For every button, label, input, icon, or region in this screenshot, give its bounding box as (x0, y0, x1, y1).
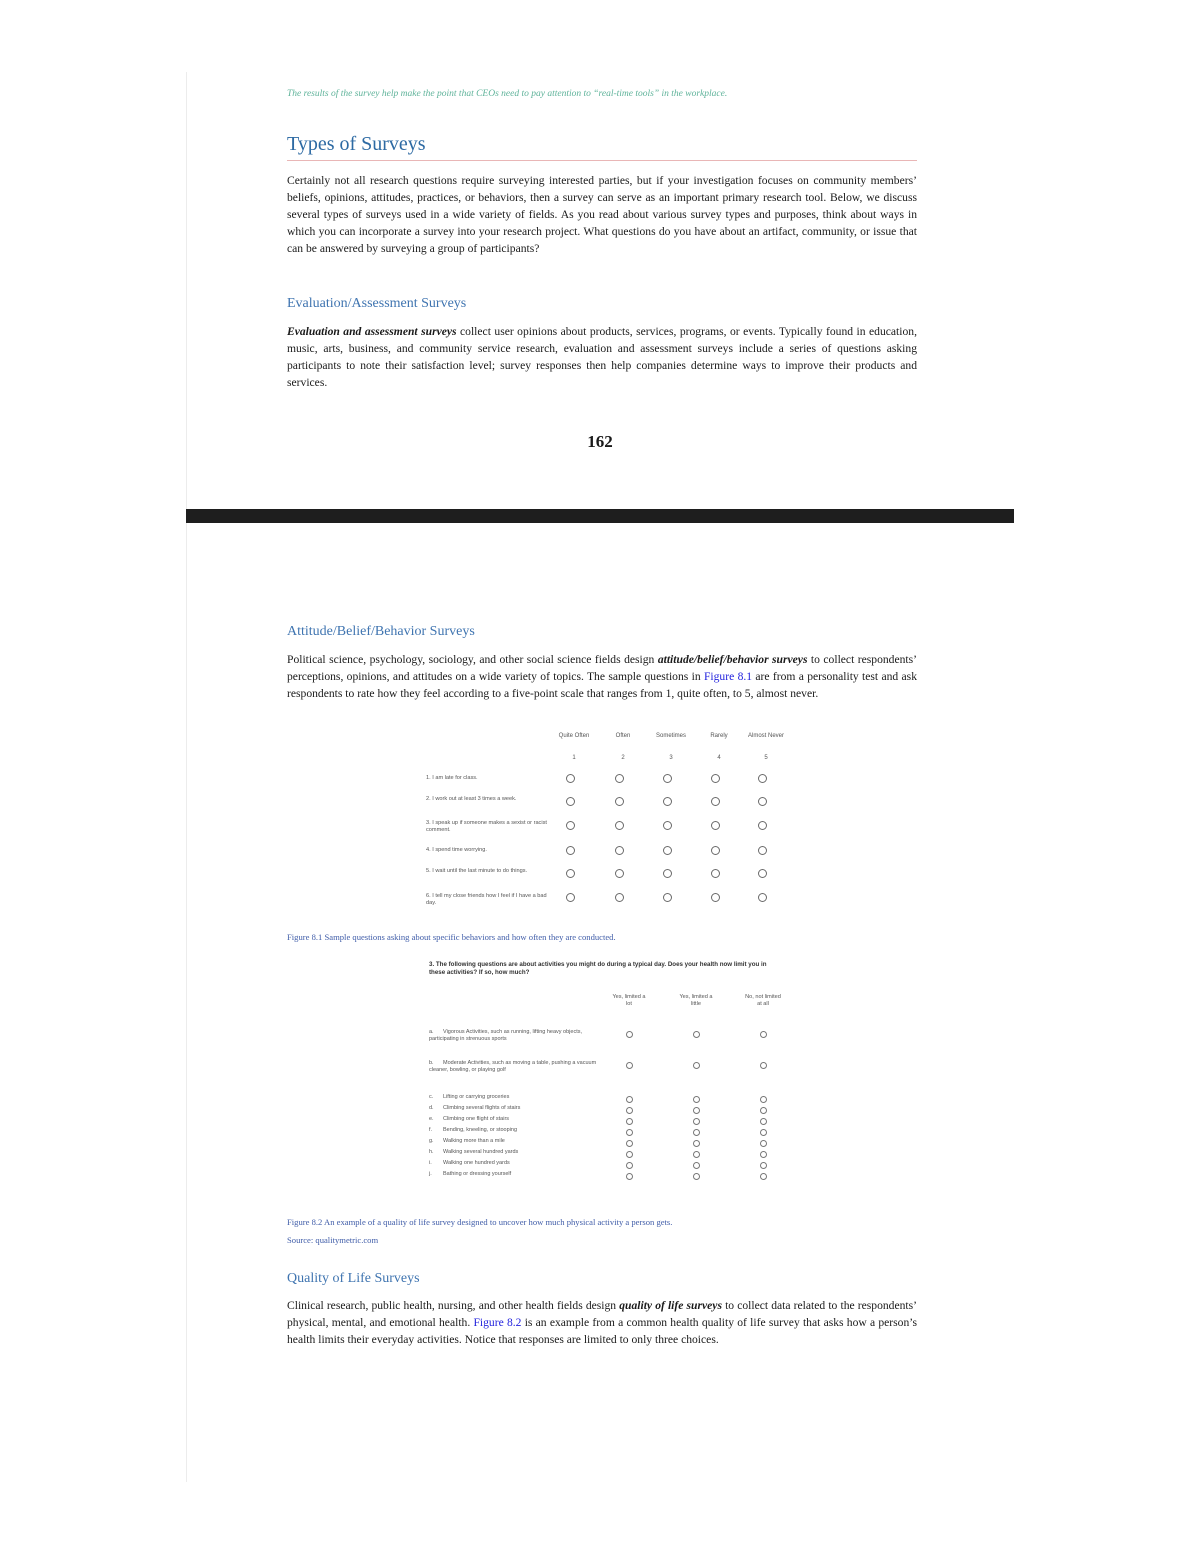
activity-text: Climbing several flights of stairs (443, 1105, 521, 1111)
activity-text: Bathing or dressing yourself (443, 1171, 512, 1177)
limit-radio[interactable] (760, 1173, 767, 1180)
evaluation-term: Evaluation and assessment surveys (287, 325, 457, 338)
question-text: 2. I work out at least 3 times a week. (426, 796, 517, 802)
rating-radio[interactable] (758, 846, 767, 855)
rating-radio[interactable] (711, 893, 720, 902)
limit-radio[interactable] (626, 1107, 633, 1114)
scale-number: 1 (572, 755, 576, 761)
scale-number: 3 (669, 755, 673, 761)
page-number: 162 (587, 432, 613, 451)
rating-radio[interactable] (663, 774, 672, 783)
rating-radio[interactable] (566, 869, 575, 878)
evaluation-heading-wrap (287, 296, 917, 312)
activity-letter: a. (429, 1029, 434, 1035)
limit-radio[interactable] (626, 1118, 633, 1125)
activity-text: Moderate Activities, such as moving a table, pushing a vacuum cleaner, bowling, or playing golf (429, 1060, 597, 1073)
rating-radio[interactable] (615, 846, 624, 855)
section-title-rule (287, 160, 917, 161)
rating-radio[interactable] (615, 774, 624, 783)
limit-radio[interactable] (760, 1096, 767, 1103)
activity-letter: e. (429, 1116, 434, 1122)
rating-radio[interactable] (663, 846, 672, 855)
activity-item (429, 1060, 599, 1074)
rating-radio[interactable] (663, 893, 672, 902)
activity-letter: d. (429, 1105, 434, 1111)
evaluation-paragraph (287, 323, 917, 391)
limit-radio[interactable] (693, 1096, 700, 1103)
rating-radio[interactable] (615, 821, 624, 830)
activity-text: Climbing one flight of stairs (443, 1116, 510, 1122)
limit-radio[interactable] (693, 1129, 700, 1136)
rating-radio[interactable] (566, 774, 575, 783)
rating-radio[interactable] (663, 869, 672, 878)
quality-heading-wrap (287, 1271, 917, 1287)
limit-radio[interactable] (626, 1096, 633, 1103)
attitude-paragraph (287, 651, 917, 702)
rating-radio[interactable] (711, 869, 720, 878)
attitude-text-start: Political science, psychology, sociology, and other social science fields design (287, 653, 658, 666)
column-header: Yes, limited a lot (612, 994, 646, 1007)
scale-number: 2 (621, 755, 625, 761)
intro-paragraph-wrap (287, 172, 917, 257)
scale-label: Almost Never (747, 733, 784, 739)
evaluation-text: collect user opinions about products, services, programs, or events. Typically found in education, music, arts, business, and community service research, evaluation and assessment surveys include a series of questions asking participants to note their satisfaction level; survey responses then help companies determine ways to improve their products and services. (287, 325, 917, 389)
activity-item (429, 1127, 599, 1134)
limit-radio[interactable] (693, 1151, 700, 1158)
attitude-paragraph-wrap (287, 651, 917, 702)
activity-letter: f. (429, 1127, 433, 1133)
rating-radio[interactable] (758, 893, 767, 902)
rating-radio[interactable] (615, 869, 624, 878)
limit-radio[interactable] (626, 1129, 633, 1136)
figure-8-2-link[interactable]: Figure 8.2 (473, 1316, 522, 1329)
activity-text: Walking several hundred yards (443, 1149, 519, 1155)
limit-radio[interactable] (760, 1140, 767, 1147)
limit-radio[interactable] (693, 1173, 700, 1180)
quality-paragraph (287, 1297, 917, 1348)
scale-label: Quite Often (558, 733, 590, 739)
limit-radio[interactable] (693, 1140, 700, 1147)
question-text: 6. I tell my close friends how I feel if I have a bad day. (426, 893, 547, 906)
limit-radio[interactable] (693, 1162, 700, 1169)
limit-radio[interactable] (760, 1151, 767, 1158)
scale-number: 5 (764, 755, 768, 761)
question-text: 5. I wait until the last minute to do things. (426, 868, 528, 874)
page-margin-rule (186, 72, 187, 1482)
limit-radio[interactable] (626, 1031, 633, 1038)
quality-paragraph-wrap (287, 1297, 917, 1348)
quality-term: quality of life surveys (619, 1299, 722, 1312)
activity-text: Lifting or carrying groceries (443, 1094, 510, 1100)
figure-8-2-question: 3. The following questions are about activities you might do during a typical day. Does your health now limit you in these activities? If so, how much? (429, 961, 767, 976)
rating-radio[interactable] (711, 821, 720, 830)
limit-radio[interactable] (693, 1031, 700, 1038)
question-text: 1. I am late for class. (426, 775, 478, 781)
activity-text: Vigorous Activities, such as running, lifting heavy objects, participating in strenuous sports (429, 1029, 583, 1042)
limit-radio[interactable] (760, 1062, 767, 1069)
activity-item (429, 1171, 599, 1178)
rating-radio[interactable] (711, 774, 720, 783)
activity-letter: h. (429, 1149, 434, 1155)
activity-item (429, 1029, 599, 1043)
rating-radio[interactable] (663, 797, 672, 806)
page-break-bar (186, 509, 1014, 523)
activity-text: Walking more than a mile (443, 1138, 505, 1144)
activity-letter: c. (429, 1094, 434, 1100)
limit-radio[interactable] (626, 1062, 633, 1069)
rating-radio[interactable] (663, 821, 672, 830)
figure-8-2-source: Source: qualitymetric.com (287, 1235, 379, 1245)
rating-radio[interactable] (566, 846, 575, 855)
limit-radio[interactable] (626, 1140, 633, 1147)
limit-radio[interactable] (626, 1151, 633, 1158)
running-caption: The results of the survey help make the point that CEOs need to pay attention to “real-time tools” in the workplace. (287, 89, 728, 99)
activity-letter: i. (429, 1160, 432, 1166)
scale-label: Rarely (710, 733, 728, 739)
rating-radio[interactable] (711, 846, 720, 855)
activity-letter: g. (429, 1138, 434, 1144)
limit-radio[interactable] (693, 1107, 700, 1114)
rating-radio[interactable] (566, 893, 575, 902)
intro-paragraph: Certainly not all research questions require surveying interested parties, but if your investigation focuses on community members’ beliefs, opinions, attitudes, practices, or behaviors, then a survey can serve as an important primary research tool. Below, we discuss several types of surveys used in a wide variety of fields. As you read about various survey types and purposes, think about ways in which you can incorporate a survey into your research project. What questions do you have about an artifact, community, or issue that can be answered by surveying a group of participants? (287, 174, 917, 255)
attitude-heading-wrap (287, 624, 917, 640)
activity-item (429, 1149, 599, 1156)
question-text: 3. I speak up if someone makes a sexist or racist comment. (426, 820, 547, 833)
rating-radio[interactable] (615, 797, 624, 806)
scale-label: Often (615, 733, 631, 739)
column-header: No, not limited at all (745, 994, 781, 1007)
attitude-term: attitude/belief/behavior surveys (657, 653, 808, 666)
activity-item (429, 1138, 599, 1145)
activity-item (429, 1105, 599, 1112)
evaluation-paragraph-wrap (287, 323, 917, 391)
activity-letter: j. (429, 1171, 432, 1177)
limit-radio[interactable] (760, 1031, 767, 1038)
scale-number: 4 (717, 755, 721, 761)
limit-radio[interactable] (760, 1118, 767, 1125)
evaluation-heading: Evaluation/Assessment Surveys (287, 296, 467, 311)
activity-text: Bending, kneeling, or stooping (443, 1127, 517, 1133)
figure-8-2-caption: Figure 8.2 An example of a quality of life survey designed to uncover how much physical activity a person gets. (287, 1217, 673, 1227)
quality-text-start: Clinical research, public health, nursing, and other health fields design (287, 1299, 620, 1312)
quality-text-end: is an example from a common health quality of life survey that asks how a person’s health limits their everyday activities. Notice that responses are limited to only three choices. (287, 1316, 917, 1346)
column-header: Yes, limited a little (679, 994, 713, 1007)
figure-8-1-caption: Figure 8.1 Sample questions asking about specific behaviors and how often they are conducted. (287, 932, 616, 942)
attitude-heading: Attitude/Belief/Behavior Surveys (287, 624, 475, 639)
limit-radio[interactable] (626, 1173, 633, 1180)
scale-label: Sometimes (655, 733, 686, 739)
limit-radio[interactable] (760, 1129, 767, 1136)
rating-radio[interactable] (758, 797, 767, 806)
rating-radio[interactable] (615, 893, 624, 902)
activity-text: Walking one hundred yards (443, 1160, 510, 1166)
figure-8-2 (425, 961, 785, 1201)
activity-item (429, 1160, 599, 1167)
rating-radio[interactable] (758, 774, 767, 783)
rating-radio[interactable] (758, 869, 767, 878)
limit-radio[interactable] (693, 1062, 700, 1069)
rating-radio[interactable] (758, 821, 767, 830)
limit-radio[interactable] (693, 1118, 700, 1125)
limit-radio[interactable] (626, 1162, 633, 1169)
rating-radio[interactable] (566, 821, 575, 830)
limit-radio[interactable] (760, 1107, 767, 1114)
figure-8-1 (420, 733, 790, 918)
rating-radio[interactable] (711, 797, 720, 806)
quality-heading: Quality of Life Surveys (287, 1271, 420, 1286)
figure-8-1-link[interactable]: Figure 8.1 (703, 670, 753, 683)
attitude-text-end: are from a personality test and ask respondents to rate how they feel according to a five-point scale that ranges from 1, quite often, to 5, almost never. (287, 670, 917, 700)
activity-item (429, 1116, 599, 1123)
question-text: 4. I spend time worrying. (426, 847, 487, 853)
limit-radio[interactable] (760, 1162, 767, 1169)
activity-item (429, 1094, 599, 1101)
section-title: Types of Surveys (287, 133, 426, 155)
quality-text-mid: to collect data related to the respondents’ physical, mental, and emotional health. (287, 1299, 917, 1329)
attitude-text-mid: to collect respondents’ perceptions, opinions, and attitudes on a wide variety of topics. The sample questions in (287, 653, 917, 683)
activity-letter: b. (429, 1060, 434, 1066)
section-title-wrap (287, 133, 917, 156)
rating-radio[interactable] (566, 797, 575, 806)
